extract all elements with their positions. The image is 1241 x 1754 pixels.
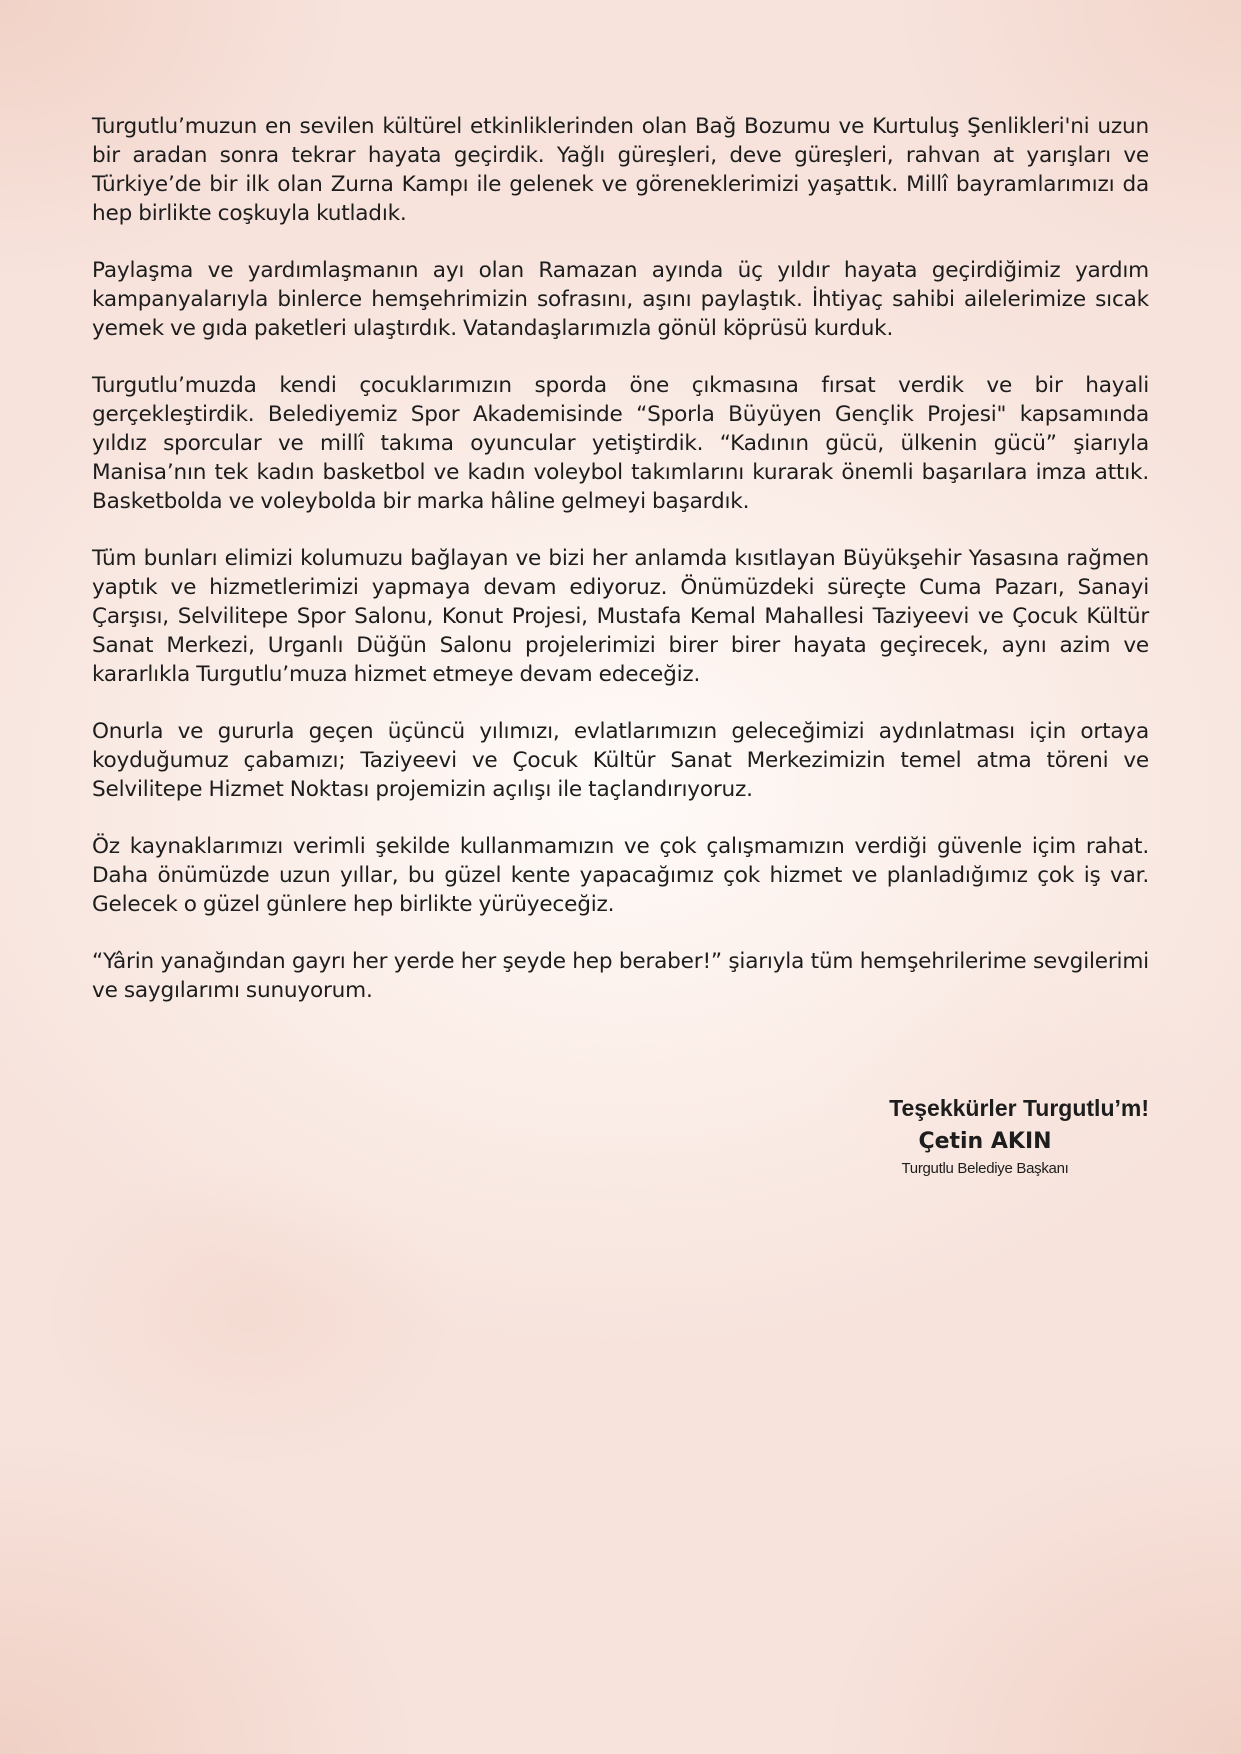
signature-name: Çetin AKIN [918,1129,1052,1154]
paragraph-sports: Turgutlu’muzda kendi çocuklarımızın sporda öne çıkmasına fırsat verdik ve bir hayali gerçekleştirdik. Belediyemiz Spor Akademisinde “Sporla Büyüyen Gençlik Projesi" kapsamında yıldız sporcular ve millî takıma oyuncular yetiştirdik. “Kadının gücü, ülkenin gücü” şiarıyla Manisa’nın tek kadın basketbol ve kadın voleybol takımlarını kurarak önemli başarılara imza attık. Basketbolda ve voleybolda bir marka hâline gelmeyi başardık. [92,373,1149,514]
signature-thanks: Teşekkürler Turgutlu’m! [889,1095,1149,1121]
paragraph-resources: Öz kaynaklarımızı verimli şekilde kullanmamızın ve çok çalışmamızın verdiği güvenle içim rahat. Daha önümüzde uzun yıllar, bu güzel kente yapacağımız çok hizmet ve planladığımız çok iş var. Gelecek o güzel günlere hep birlikte yürüyeceğiz. [92,834,1149,917]
paragraph-closing: “Yârin yanağından gayrı her yerde her şeyde hep beraber!” şiarıyla tüm hemşehrilerime sevgilerimi ve saygılarımı sunuyorum. [92,949,1149,1003]
paragraph-festivals: Turgutlu’muzun en sevilen kültürel etkinliklerinden olan Bağ Bozumu ve Kurtuluş Şenlikleri'ni uzun bir aradan sonra tekrar hayata geçirdik. Yağlı güreşleri, deve güreşleri, rahvan at yarışları ve Türkiye’de bir ilk olan Zurna Kampı ile gelenek ve göreneklerimizi yaşattık. Millî bayramlarımızı da hep birlikte coşkuyla kutladık. [92,114,1149,226]
signature-block [809,1093,1149,1179]
paragraph-projects: Tüm bunları elimizi kolumuzu bağlayan ve bizi her anlamda kısıtlayan Büyükşehir Yasasına rağmen yaptık ve hizmetlerimizi yapmaya devam ediyoruz. Önümüzdeki süreçte Cuma Pazarı, Sanayi Çarşısı, Selvilitepe Spor Salonu, Konut Projesi, Mustafa Kemal Mahallesi Taziyeevi ve Çocuk Kültür Sanat Merkezi, Urganlı Düğün Salonu projelerimizi birer birer hayata geçirecek, aynı azim ve kararlıkla Turgutlu’muza hizmet etmeye devam edeceğiz. [92,546,1149,687]
paragraph-ramadan: Paylaşma ve yardımlaşmanın ayı olan Ramazan ayında üç yıldır hayata geçirdiğimiz yardım kampanyalarıyla binlerce hemşehrimizin sofrasını, aşını paylaştık. İhtiyaç sahibi ailelerimize sıcak yemek ve gıda paketleri ulaştırdık. Vatandaşlarımızla gönül köprüsü kurduk. [92,258,1149,341]
letter-body [92,112,1149,1033]
paragraph-third-year: Onurla ve gururla geçen üçüncü yılımızı, evlatlarımızın geleceğimizi aydınlatması için ortaya koyduğumuz çabamızı; Taziyeevi ve Çocuk Kültür Sanat Merkezimizin temel atma töreni ve Selvilitepe Hizmet Noktası projemizin açılışı ile taçlandırıyoruz. [92,719,1149,802]
signature-title: Turgutlu Belediye Başkanı [901,1160,1069,1177]
